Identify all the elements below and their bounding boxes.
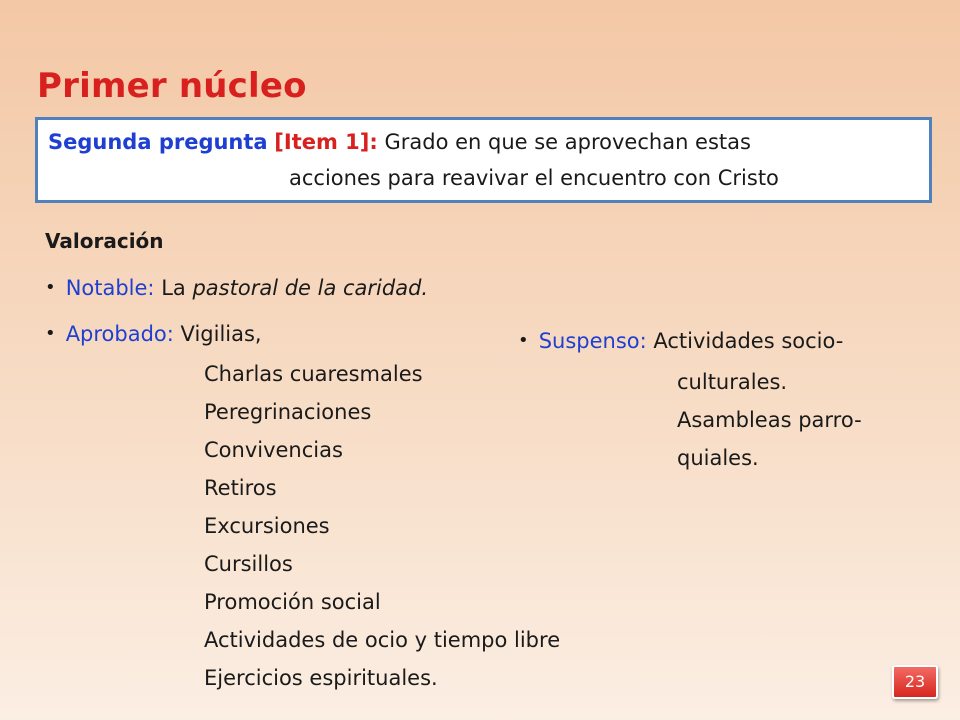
aprobado-list xyxy=(204,355,560,697)
aprobado-line xyxy=(45,322,262,346)
question-text-1: Grado en que se aprovechan estas xyxy=(384,130,751,154)
notable-line xyxy=(45,276,428,300)
bullet-icon: • xyxy=(518,330,529,351)
bullet-icon: • xyxy=(45,323,56,344)
notable-lead: La xyxy=(161,276,186,300)
list-item: Asambleas parro- xyxy=(677,408,862,432)
list-item: Actividades de ocio y tiempo libre xyxy=(204,628,561,652)
list-item: Ejercicios espirituales. xyxy=(204,666,438,690)
aprobado-first-item: Vigilias, xyxy=(180,322,262,346)
question-item: [Item 1]: xyxy=(274,130,378,154)
aprobado-label: Aprobado: xyxy=(65,322,174,346)
list-item: Peregrinaciones xyxy=(204,400,372,424)
question-box xyxy=(35,117,932,203)
list-item: Convivencias xyxy=(204,438,343,462)
suspenso-first-item: Actividades socio- xyxy=(653,329,844,353)
list-item: culturales. xyxy=(677,370,788,394)
list-item: Charlas cuaresmales xyxy=(204,362,423,386)
list-item: Excursiones xyxy=(204,514,330,538)
list-item: Retiros xyxy=(204,476,277,500)
question-label: Segunda pregunta xyxy=(48,130,268,154)
suspenso-line xyxy=(518,329,843,353)
slide-title: Primer núcleo xyxy=(37,66,307,106)
question-line-1 xyxy=(48,130,751,154)
notable-text: pastoral de la caridad. xyxy=(192,276,429,300)
notable-label: Notable: xyxy=(65,276,155,300)
question-line-2: acciones para reavivar el encuentro con Cristo xyxy=(289,166,779,190)
list-item: Promoción social xyxy=(204,590,381,614)
suspenso-list xyxy=(677,363,862,477)
valoracion-heading: Valoración xyxy=(45,229,164,253)
bullet-icon: • xyxy=(45,277,56,298)
page-number-badge: 23 xyxy=(892,665,938,699)
suspenso-label: Suspenso: xyxy=(538,329,647,353)
list-item: Cursillos xyxy=(204,552,293,576)
list-item: quiales. xyxy=(677,446,759,470)
